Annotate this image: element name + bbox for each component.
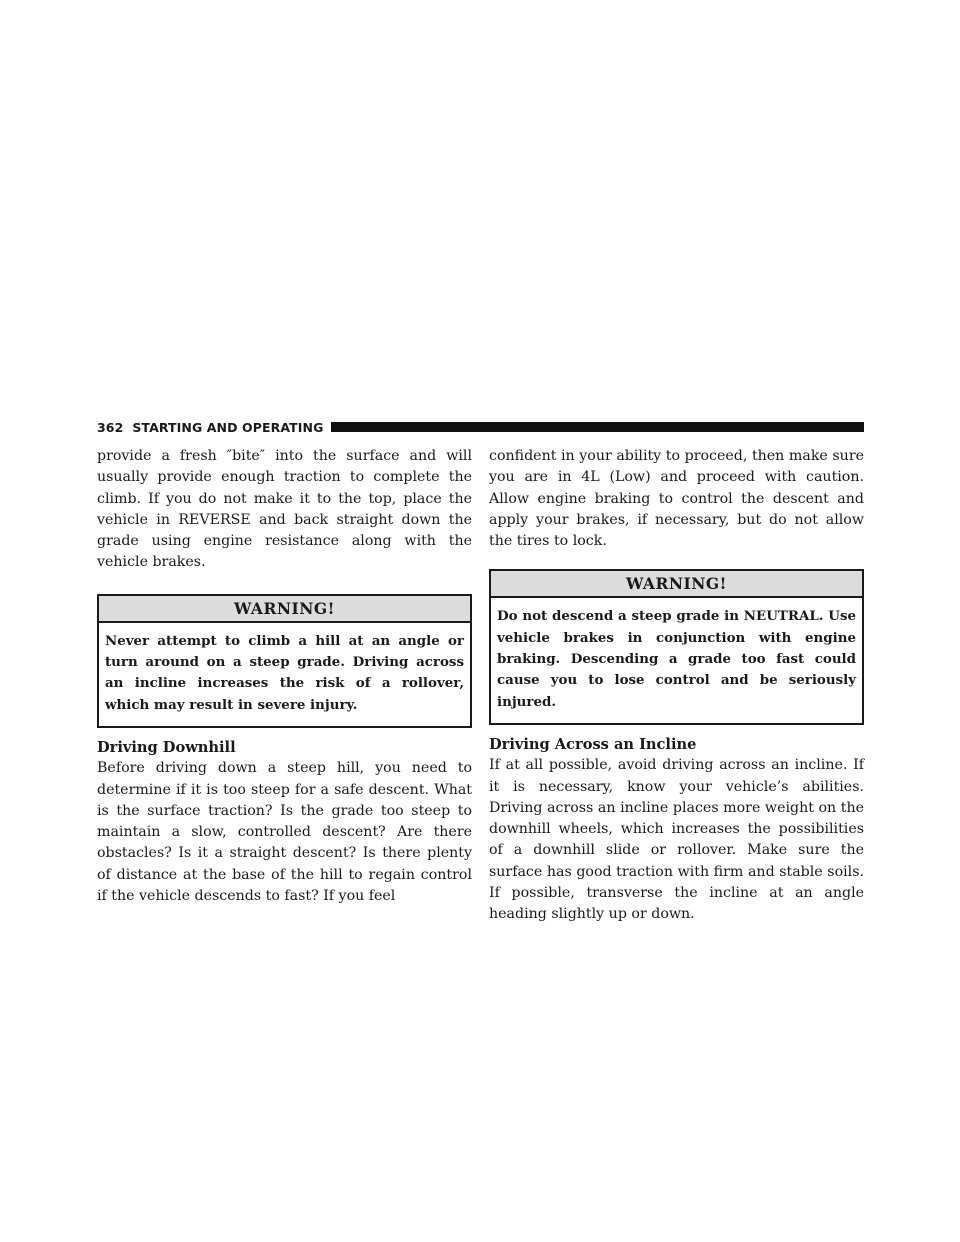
left-intro-paragraph: provide a fresh ″bite″ into the surface and will usually provide enough traction to complete the climb. If you do not make it to the top, place the vehicle in REVERSE and back straight down the grade using engine resistance along with the vehicle brakes. <box>97 448 472 571</box>
warning-text: Do not descend a steep grade in NEUTRAL. Use vehicle brakes in conjunction with engine braking. Descending a grade too fast could cause you to lose control and be seriously injured. <box>497 608 856 710</box>
downhill-paragraph: Before driving down a steep hill, you need to determine if it is too steep for a safe descent. What is the surface traction? Is the grade too steep to maintain a slow, controlled descent? Are there obstacles? Is it a straight descent? Is there plenty of distance at the base of the hill to regain control if the vehicle descends to fast? If you feel <box>97 760 472 905</box>
left-column <box>97 446 472 907</box>
warning-box-climb <box>97 594 472 728</box>
warning-title: WARNING! <box>99 596 470 623</box>
page-header <box>97 417 864 437</box>
right-column <box>489 446 864 926</box>
incline-paragraph: If at all possible, avoid driving across an incline. If it is necessary, know your vehicle’s abilities. Driving across an incline places more weight on the downhill wheels, which increases the possibilities of a downhill slide or rollover. Make sure the surface has good traction with firm and stable soils. If possible, transverse the incline at an angle heading slightly up or down. <box>489 757 864 923</box>
warning-box-descend <box>489 569 864 724</box>
section-heading-incline: Driving Across an Incline <box>489 735 697 753</box>
page-number-and-section <box>97 420 323 435</box>
header-rule <box>331 422 864 432</box>
right-intro-paragraph: confident in your ability to proceed, then make sure you are in 4L (Low) and proceed with caution. Allow engine braking to control the descent and apply your brakes, if necessary, but do not allow the tires to lock. <box>489 448 864 550</box>
warning-text: Never attempt to climb a hill at an angle or turn around on a steep grade. Driving across an incline increases the risk of a rollover, which may result in severe injury. <box>105 632 464 713</box>
section-title: STARTING AND OPERATING <box>132 419 324 435</box>
section-heading-downhill: Driving Downhill <box>97 738 236 756</box>
page-number: 362 <box>97 419 124 435</box>
warning-title: WARNING! <box>491 571 862 598</box>
